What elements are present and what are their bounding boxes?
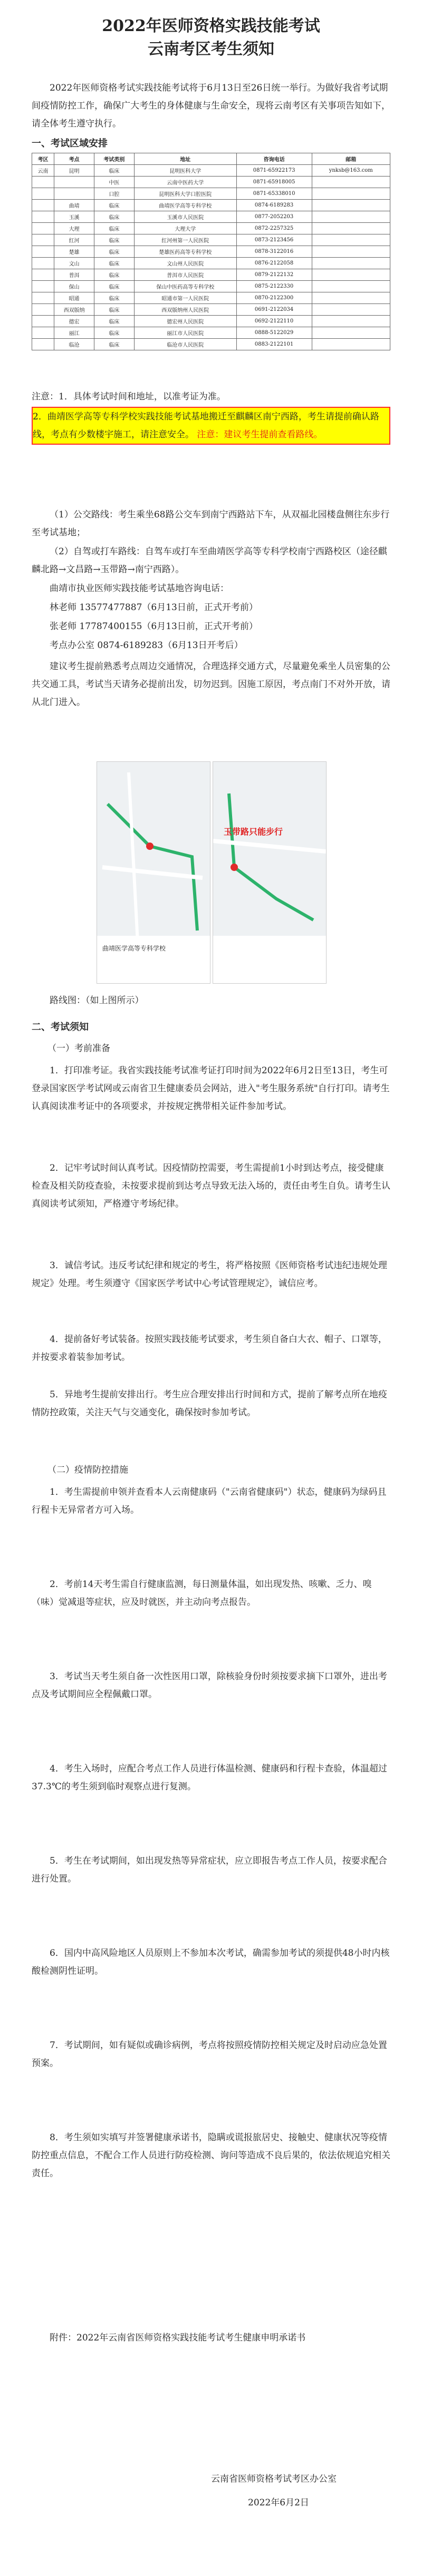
map-left-label: 曲靖医学高等专科学校 [102,945,166,952]
note-1: 注意：1．具体考试时间和地址，以准考证为准。 [32,391,226,402]
table-cell: 西双版纳 [54,304,94,316]
table-cell: 昭通市第一人民医院 [134,292,236,304]
table-cell: 云南 [32,165,54,177]
table-cell [312,316,390,327]
table-cell [32,211,54,223]
table-cell [312,339,390,350]
table-row [32,188,390,200]
table-row [32,258,390,269]
exam-area-table [32,153,390,350]
table-row [32,327,390,339]
sub-1-title: （一）考前准备 [47,1043,110,1054]
table-cell: 玉溪市人民医院 [134,211,236,223]
table-cell [312,188,390,200]
table-cell [32,246,54,258]
table-cell: 德宏 [54,316,94,327]
table-cell: 普洱 [54,269,94,281]
contact-intro: 曲靖市执业医师实践技能考试基地咨询电话： [50,583,229,594]
table-cell: 临床 [94,223,134,234]
table-cell: 大理 [54,223,94,234]
note-2-text: 2．曲靖医学高等专科学校实践技能考试基地搬迁至麒麟区南宁西路，考生请提前确认路线，考点有少数楼宇施工，请注意安全。 [33,412,379,440]
table-cell: 大理大学 [134,223,236,234]
table-cell: 0888-5122029 [236,327,312,339]
table-cell: 红河 [54,234,94,246]
table-cell [32,234,54,246]
table-cell: ynksb@163.com [312,165,390,177]
map-right-label: 玉带路只能步行 [224,827,283,837]
table-cell [312,258,390,269]
map-panel-right [213,761,327,984]
table-cell: 0877-2052203 [236,211,312,223]
prep-4: 4．提前备好考试装备。按照实践技能考试要求，考生须自备白大衣、帽子、口罩等，并按要求着装参加考试。 [32,1334,387,1363]
rule-3: 3．考试当天考生须自备一次性医用口罩，除核验身份时须按要求摘下口罩外，进出考点及考试期间应全程佩戴口罩。 [32,1671,387,1700]
table-row [32,292,390,304]
table-cell: 云南中医药大学 [134,177,236,188]
table-cell [312,246,390,258]
table-cell [32,316,54,327]
sub-2-title: （二）疫情防控措施 [47,1465,128,1475]
table-cell: 口腔 [94,188,134,200]
intro-paragraph: 2022年医师资格考试实践技能考试将于6月13日至26日统一举行。为做好我省考试期间疫情防控工作，确保广大考生的身体健康与生命安全，现将云南考区有关事项告知如下，请全体考生遵守执行。 [32,83,390,129]
table-cell: 临床 [94,292,134,304]
table-cell: 红河州第一人民医院 [134,234,236,246]
table-body [32,165,390,350]
contact-3: 考点办公室 0874-6189283（6月13日开考后） [50,640,243,651]
table-cell: 0879-2122132 [236,269,312,281]
table-row [32,223,390,234]
th-address: 地址 [134,153,236,165]
table-cell [32,327,54,339]
prep-1: 1．打印准考证。我省实践技能考试准考证打印时间为2022年6月2日至13日，考生可登录国家医学考试网或云南省卫生健康委员会网站，进入"考生服务系统"自行打印。请考生认真阅读准考证中的各项要求，并按规定携带相关证件参加考试。 [32,1065,390,1112]
table-cell: 保山中医药高等专科学校 [134,281,236,292]
section-2-title: 二、考试须知 [32,1022,89,1033]
table-cell [32,177,54,188]
table-cell: 0872-2257325 [236,223,312,234]
table-cell: 曲靖 [54,200,94,211]
table-cell: 0692-2122110 [236,316,312,327]
table-row [32,246,390,258]
table-cell [32,292,54,304]
transport-drive: （2）自驾或打车路线：自驾车或打车至曲靖医学高等专科学校南宁西路校区（途径麒麟北路→文昌路→玉带路→南宁西路）。 [32,546,387,575]
rule-8: 8．考生须如实填写并签署健康承诺书，隐瞒或谎报旅居史、接触史、健康状况等疫情防控重点信息，不配合工作人员进行防疫检测、询问等造成不良后果的，依法依规追究相关责任。 [32,2132,390,2179]
th-type: 考试类别 [94,153,134,165]
table-cell: 0878-3122016 [236,246,312,258]
table-cell [312,234,390,246]
table-cell: 临床 [94,234,134,246]
table-row [32,177,390,188]
table-cell: 0691-2122034 [236,304,312,316]
table-cell: 昭通 [54,292,94,304]
rule-1: 1．考生需提前申领并查看本人云南健康码（"云南省健康码"）状态，健康码为绿码且行程卡无异常者方可入场。 [32,1487,387,1515]
table-cell: 0871-65918005 [236,177,312,188]
table-cell: 西双版纳州人民医院 [134,304,236,316]
table-cell: 0874-6189283 [236,200,312,211]
section-1-title: 一、考试区域安排 [32,138,108,149]
table-cell [312,211,390,223]
table-row [32,269,390,281]
rule-6: 6．国内中高风险地区人员原则上不参加本次考试，确需参加考试的须提供48小时内核酸检测阴性证明。 [32,1948,390,1976]
table-cell: 临床 [94,211,134,223]
map-panel-left [97,761,210,984]
table-cell: 丽江 [54,327,94,339]
note-2-highlight [32,407,390,445]
table-cell: 临床 [94,269,134,281]
map-caption: 路线图：（如上图所示） [50,995,144,1006]
title-line-1: 2022年医师资格实践技能考试 [102,17,320,35]
table-cell [312,327,390,339]
table-cell [54,177,94,188]
table-cell: 普洱市人民医院 [134,269,236,281]
table-cell: 临床 [94,304,134,316]
table-cell: 0871-65922173 [236,165,312,177]
table-row [32,165,390,177]
table-cell [312,292,390,304]
table-cell: 临沧市人民医院 [134,339,236,350]
table-cell [32,281,54,292]
table-cell: 昆明医科大学 [134,165,236,177]
title-line-2: 云南考区考生须知 [148,40,274,58]
table-cell: 曲靖医学高等专科学校 [134,200,236,211]
table-cell: 楚雄 [54,246,94,258]
table-cell [312,223,390,234]
table-cell: 中医 [94,177,134,188]
table-cell: 临床 [94,246,134,258]
table-cell [312,281,390,292]
table-cell [312,269,390,281]
table-cell: 临床 [94,165,134,177]
table-row [32,211,390,223]
table-cell [32,200,54,211]
table-cell [32,223,54,234]
table-cell [32,304,54,316]
contact-1: 林老师 13577477887（6月13日前，正式开考前） [50,602,258,613]
map-right-svg [213,762,326,983]
table-cell [32,258,54,269]
rule-4: 4．考生入场时，应配合考点工作人员进行体温检测、健康码和行程卡查验，体温超过37.3℃的考生须到临时观察点进行复测。 [32,1764,387,1792]
table-cell: 临床 [94,339,134,350]
rule-5: 5．考生在考试期间，如出现发热等异常症状，应立即报告考点工作人员，按要求配合进行处置。 [32,1856,387,1884]
th-email: 邮箱 [312,153,390,165]
table-cell: 临床 [94,327,134,339]
table-cell: 玉溪 [54,211,94,223]
table-cell: 临床 [94,316,134,327]
table-row [32,304,390,316]
prep-3: 3．诚信考试。违反考试纪律和规定的考生，将严格按照《医师资格考试违纪违规处理规定》处理。考生须遵守《国家医学考试中心考试管理规定》，诚信应考。 [32,1260,387,1289]
th-zone: 考区 [32,153,54,165]
table-cell: 文山 [54,258,94,269]
attachment-note: 附件：2022年云南省医师资格实践技能考试考生健康申明承诺书 [50,2333,306,2343]
table-cell: 0875-2122330 [236,281,312,292]
table-cell: 临床 [94,200,134,211]
th-site: 考点 [54,153,94,165]
prep-5: 5．异地考生提前安排出行。考生应合理安排出行时间和方式，提前了解考点所在地疫情防控政策，关注天气与交通变化，确保按时参加考试。 [32,1389,387,1418]
table-cell: 0870-2122300 [236,292,312,304]
table-row [32,234,390,246]
table-cell: 0883-2122101 [236,339,312,350]
table-cell: 昆明医科大学口腔医院 [134,188,236,200]
table-cell: 丽江市人民医院 [134,327,236,339]
table-cell: 文山州人民医院 [134,258,236,269]
table-cell [54,188,94,200]
table-row [32,200,390,211]
transport-bus: （1）公交路线：考生乘坐68路公交车到南宁西路站下车，从双福北园楼盘侧往东步行至考试基地； [32,510,390,538]
table-cell [32,269,54,281]
footer-org: 云南省医师资格考试考区办公室 [211,2474,337,2484]
table-cell: 临沧 [54,339,94,350]
table-cell: 楚雄医药高等专科学校 [134,246,236,258]
table-cell: 德宏州人民医院 [134,316,236,327]
travel-advice: 建议考生提前熟悉考点周边交通情况，合理选择交通方式，尽量避免乘坐人员密集的公共交通工具，考试当天请务必提前出发，切勿迟到。因施工原因，考点南门不对外开放，请从北门进入。 [32,661,390,708]
rule-7: 7．考试期间，如有疑似或确诊病例，考点将按照疫情防控相关规定及时启动应急处置预案。 [32,2040,387,2069]
table-cell [312,304,390,316]
table-cell: 临床 [94,281,134,292]
table-cell: 0871-65338010 [236,188,312,200]
table-cell [32,188,54,200]
note-2-red: 注意：建议考生提前查看路线。 [197,429,323,440]
table-cell: 0876-2122058 [236,258,312,269]
route-map [97,761,325,983]
table-row [32,281,390,292]
table-cell: 临床 [94,258,134,269]
table-cell [312,177,390,188]
table-row [32,316,390,327]
table-cell [32,339,54,350]
prep-2: 2．记牢考试时间认真考试。因疫情防控需要，考生需提前1小时到达考点，接受健康检查及相关防疫查验，未按要求提前到达考点导致无法入场的，责任由考生自负。请考生认真阅读考试须知，严格遵守考场纪律。 [32,1163,390,1209]
table-cell: 昆明 [54,165,94,177]
contact-2: 张老师 17787400155（6月13日前，正式开考前） [50,621,258,632]
th-phone: 咨询电话 [236,153,312,165]
rule-2: 2．考前14天考生需自行健康监测，每日测量体温，如出现发热、咳嗽、乏力、嗅（味）觉减退等症状，应及时就医，并主动向考点报告。 [32,1579,372,1608]
table-cell [312,200,390,211]
table-row [32,339,390,350]
table-cell: 保山 [54,281,94,292]
footer-date: 2022年6月2日 [248,2497,309,2508]
table-cell: 0873-2123456 [236,234,312,246]
